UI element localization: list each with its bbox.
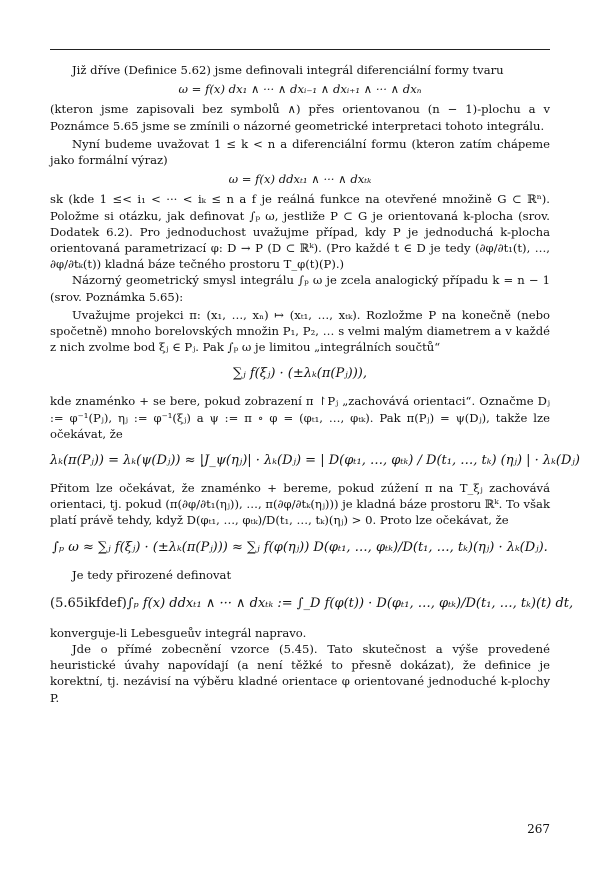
equation-6-body: ∫ₚ f(x) ddxₜ₁ ∧ ··· ∧ dxₜₖ := ∫_D f(φ(t)) · D(φₜ₁, …, φₜₖ)/D(t₁, …, tₖ)(t) dt, bbox=[126, 595, 574, 611]
paragraph-11: Jde o přímé zobecnění vzorce (5.45). Tato skutečnost a výše provedené heuristické úvahy napovídají (a není těžké to přesně dokázat), že definice je korektní, tj. nezávisí na výběru kladné orientace φ orientované jednoduché k-plochy P. bbox=[50, 642, 550, 705]
page-body bbox=[50, 62, 580, 706]
paragraph-3: Nyní budeme uvažovat 1 ≤ k < n a diferenciální formu (kteron zatím chápeme jako formální výraz) bbox=[50, 136, 550, 168]
paragraph-6: Uvažujme projekci π: (x₁, …, xₙ) ↦ (xₜ₁, …, xₜₖ). Rozložme P na konečně (nebo spočetně) mnoho borelovských množin P₁, P₂, … s velmi malým diametrem a v každé z nich zvolme bod ξⱼ ∈ Pⱼ. Pak ∫ₚ ω je limitou „integrálních součtů“ bbox=[50, 307, 550, 355]
paragraph-4: sk (kde 1 ≤< i₁ < ··· < iₖ ≤ n a f je reálná funkce na otevřené množině G ⊂ ℝⁿ). Položme si otázku, jak definovat ∫ₚ ω, jestliže P ⊂ G je orientovaná k-plocha (srov. Dodatek 6.2). Pro jednoduchost uvažujme případ, kdy P je jednoduchá k-plocha orientovaná parametrizací φ: D → P (D ⊂ ℝᵏ). (Pro každé t ∈ D je tedy (∂φ/∂t₁(t), …, ∂φ/∂tₖ(t)) kladná báze tečného prostoru T_φ(t)(P).) bbox=[50, 192, 550, 272]
page-number: 267 bbox=[527, 822, 550, 836]
paragraph-5: Názorný geometrický smysl integrálu ∫ₚ ω je zcela analogický případu k = n − 1 (srov. Poznámka 5.65): bbox=[50, 273, 550, 304]
equation-3: ∑ⱼ f(ξⱼ) · (±λₖ(π(Pⱼ))), bbox=[233, 366, 367, 382]
paragraph-1: Již dříve (Definice 5.62) jsme definovali integrál diferenciální formy tvaru bbox=[72, 63, 504, 77]
equation-5: ∫ₚ ω ≈ ∑ⱼ f(ξⱼ) · (±λₖ(π(Pⱼ))) ≈ ∑ⱼ f(φ(ηⱼ)) D(φₜ₁, …, φₜₖ)/D(t₁, …, tₖ)(ηⱼ) · λₖ(Dⱼ). bbox=[52, 539, 548, 555]
equation-4: λₖ(π(Pⱼ)) = λₖ(ψ(Dⱼ)) ≈ |J_ψ(ηⱼ)| · λₖ(Dⱼ) = | D(φₜ₁, …, φₜₖ) / D(t₁, …, tₖ) (ηⱼ) | · λₖ(Dⱼ) bbox=[50, 453, 580, 469]
equation-6-label: (5.65ikfdef) bbox=[50, 595, 127, 611]
paragraph-2: (kteron jsme zapisovali bez symbolů ∧) přes orientovanou (n − 1)-plochu a v Poznámce 5.65 jsme se zmínili o názorné geometrické interpretaci tohoto integrálu. bbox=[50, 102, 550, 133]
equation-2: ω = f(x) ddxₜ₁ ∧ ··· ∧ dxₜₖ bbox=[228, 172, 372, 187]
paragraph-10: konverguje-li Lebesgueův integrál napravo. bbox=[50, 625, 307, 640]
paragraph-7: kde znaménko + se bere, pokud zobrazení π ↾Pⱼ „zachovává orientaci“. Označme Dⱼ := φ⁻¹(Pⱼ), ηⱼ := φ⁻¹(ξⱼ) a ψ := π ∘ φ = (φₜ₁, …, φₜₖ). Pak π(Pⱼ) = ψ(Dⱼ), takže lze očekávat, že bbox=[50, 394, 550, 441]
equation-6 bbox=[50, 593, 574, 615]
equation-1: ω = f(x) dx₁ ∧ ··· ∧ dxᵢ₋₁ ∧ dxᵢ₊₁ ∧ ··· ∧ dxₙ bbox=[178, 82, 422, 97]
paragraph-8: Přitom lze očekávat, že znaménko + bereme, pokud zúžení π na T_ξⱼ zachovává orientaci, tj. pokud (π(∂φ/∂t₁(ηⱼ)), …, π(∂φ/∂tₖ(ηⱼ))) je kladná báze prostoru ℝᵏ. To však platí právě tehdy, když D(φₜ₁, …, φₜₖ)/D(t₁, …, tₖ)(ηⱼ) > 0. Proto lze očekávat, že bbox=[50, 481, 550, 528]
header-rule bbox=[50, 49, 550, 50]
paragraph-9: Je tedy přirozené definovat bbox=[72, 567, 232, 582]
